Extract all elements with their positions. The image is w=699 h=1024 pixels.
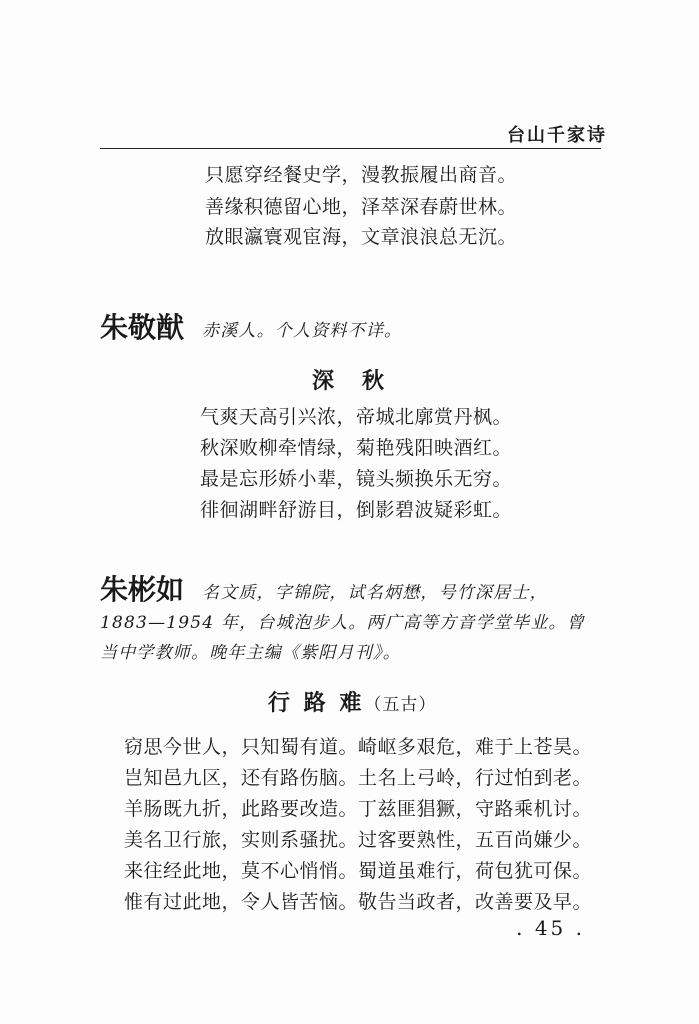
- header-title: 台山千家诗: [507, 125, 607, 146]
- poem-line: 最是忘形娇小辈，镜头频换乐无穷。: [200, 468, 513, 490]
- poem-line: 美名卫行旅，实则系骚扰。过客要熟性，五百尚嫌少。: [124, 829, 593, 851]
- poem-title-note: （五古）: [364, 695, 437, 715]
- author-bio-line: 名文质，字锦院，试名炳懋，号竹深居士，: [202, 583, 548, 603]
- author-name: 朱敬猷: [100, 311, 185, 344]
- poem-line: 气爽天高引兴浓，帝城北廓赏丹枫。: [200, 406, 513, 428]
- poem-line: 善缘积德留心地，泽萃深春蔚世林。: [205, 196, 518, 218]
- author-name: 朱彬如: [100, 573, 185, 606]
- poem-line: 徘徊湖畔舒游目，倒影碧波疑彩虹。: [200, 499, 513, 521]
- poem-title: 深 秋: [312, 369, 388, 394]
- poem-line: 窃思今世人，只知蜀有道。崎岖多艰危，难于上苍昊。: [124, 736, 593, 758]
- poem-line: 羊肠既九折，此路要改造。丁兹匪猖獗，守路乘机讨。: [124, 798, 593, 820]
- poem-line: 惟有过此地，令人皆苦恼。敬告当政者，改善要及早。: [124, 891, 593, 913]
- page-number: . 45 .: [516, 916, 585, 940]
- poem-title-text: 行 路 难: [268, 691, 365, 716]
- author-bio: 赤溪人。个人资料不详。: [202, 321, 403, 341]
- author-bio-line: 当中学教师。晚年主编《紫阳月刊》。: [100, 643, 401, 663]
- poem-line: 岂知邑九区，还有路伤脑。土名上弓岭，行过怕到老。: [124, 767, 593, 789]
- header-rule: [100, 148, 601, 149]
- poem-title: [268, 686, 436, 717]
- poem-line: 放眼瀛寰观宦海，文章浪浪总无沉。: [205, 226, 518, 248]
- poem-line: 来往经此地，莫不心悄悄。蜀道虽难行，荷包犹可保。: [124, 860, 593, 882]
- poem-line: 只愿穿经餐史学，漫教振履出商音。: [205, 164, 518, 186]
- author-bio-line: 1883—1954 年，台城泡步人。两广高等方音学堂毕业。曾: [100, 613, 585, 633]
- poem-line: 秋深败柳牵情绿，菊艳残阳映酒红。: [200, 437, 513, 459]
